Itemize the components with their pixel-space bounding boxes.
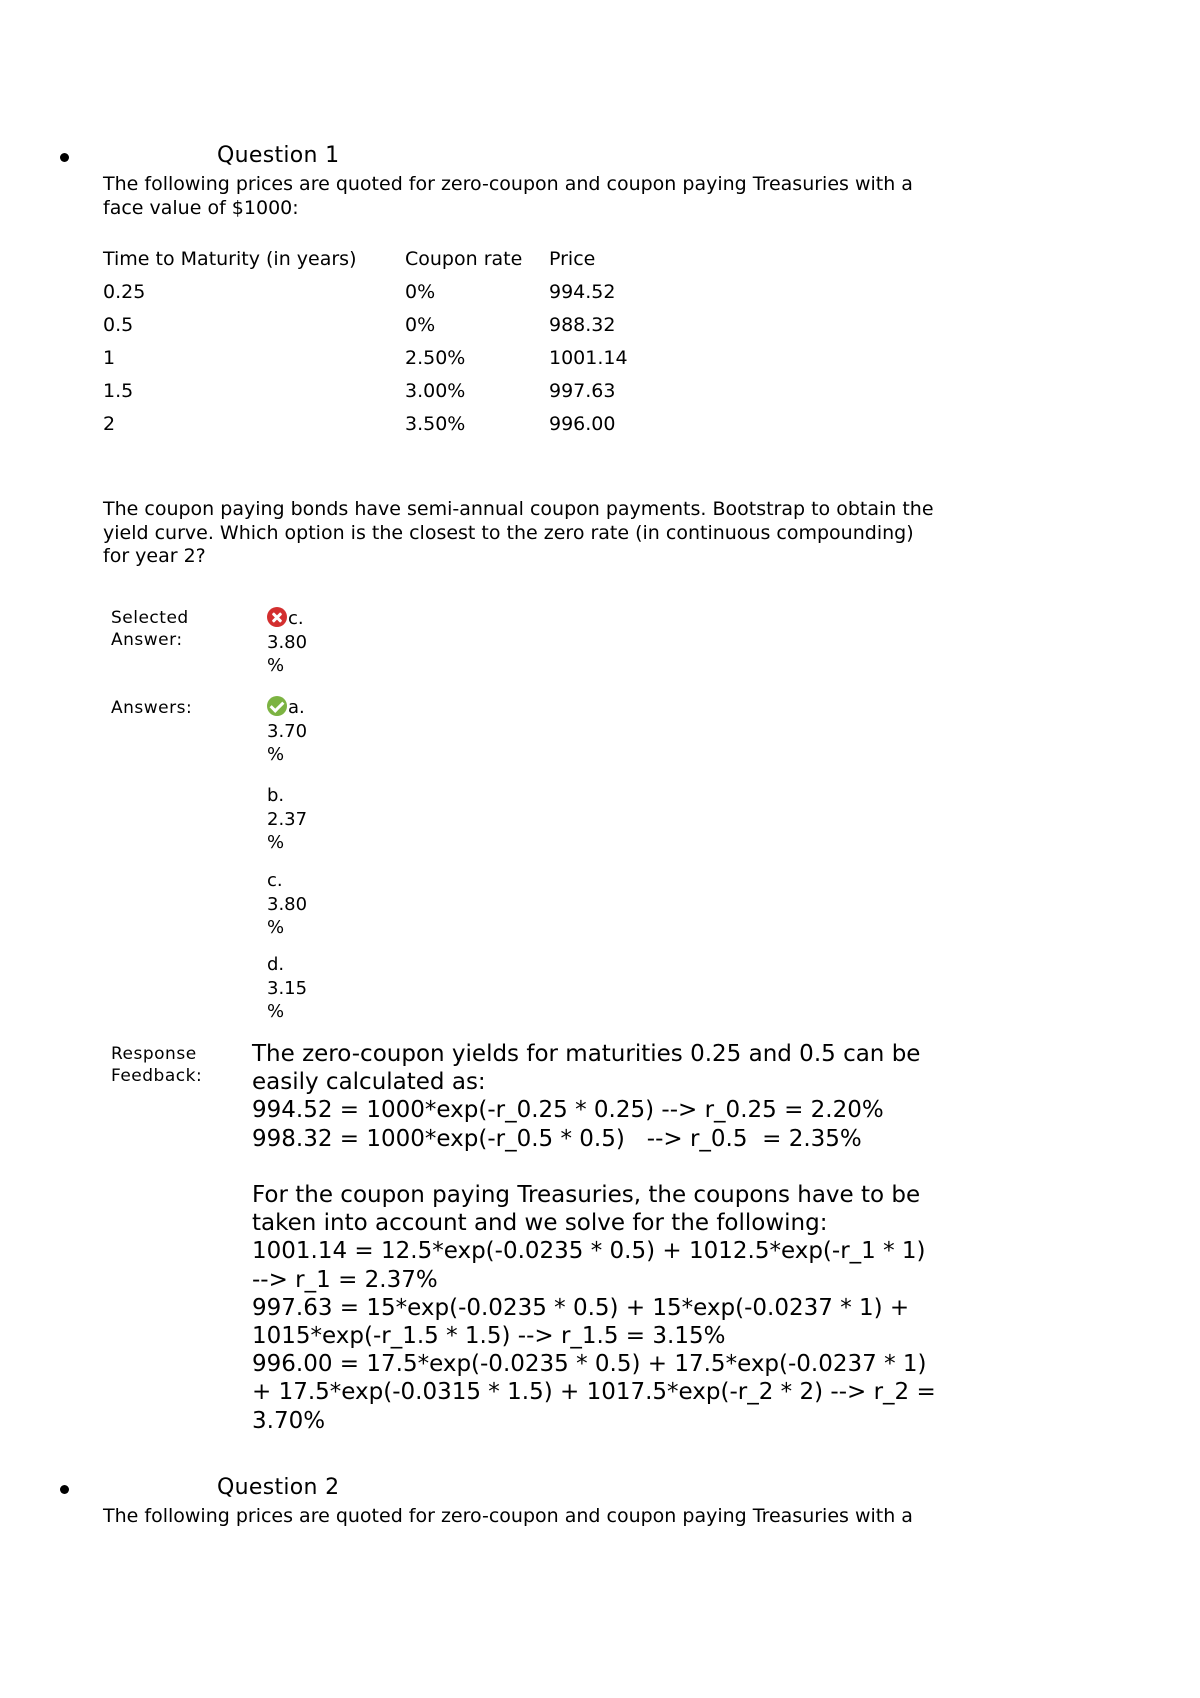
maturity-cell: 1	[103, 347, 116, 369]
answers-label: Answers:	[111, 698, 193, 718]
prompt-line: The coupon paying bonds have semi-annual coupon payments. Bootstrap to obtain the	[103, 498, 934, 520]
answer-option-d	[267, 953, 307, 1024]
coupon-rate-cell: 0%	[405, 314, 436, 336]
maturity-cell: 1.5	[103, 380, 134, 402]
answer-unit: %	[267, 917, 285, 938]
feedback-line: 1015*exp(-r_1.5 * 1.5) --> r_1.5 = 3.15%	[252, 1323, 726, 1350]
price-cell: 1001.14	[549, 347, 628, 369]
question-1-prompt	[103, 498, 1003, 569]
answer-value: 3.70	[267, 720, 308, 742]
question-2-title: Question 2	[217, 1475, 340, 1500]
selected-answer	[267, 607, 307, 678]
correct-check-icon	[267, 696, 287, 716]
prompt-line: yield curve. Which option is the closest to the zero rate (in continuous compounding)	[103, 521, 914, 544]
answer-letter: c.	[267, 870, 283, 891]
feedback-line: 997.63 = 15*exp(-0.0235 * 0.5) + 15*exp(-0.0237 * 1) +	[252, 1294, 910, 1321]
selected-answer-label	[111, 607, 189, 651]
coupon-rate-cell: 0%	[405, 281, 436, 303]
answer-unit: %	[267, 655, 285, 676]
price-cell: 988.32	[549, 314, 616, 336]
answer-letter: c.	[288, 608, 304, 629]
question-1-title: Question 1	[217, 143, 340, 168]
answer-letter: d.	[267, 954, 285, 975]
intro-line: The following prices are quoted for zero-coupon and coupon paying Treasuries with a	[103, 173, 913, 195]
prompt-line: for year 2?	[103, 545, 206, 567]
answer-value: 2.37	[267, 808, 308, 830]
response-feedback-label	[111, 1043, 202, 1087]
intro-line: The following prices are quoted for zero-coupon and coupon paying Treasuries with a	[103, 1505, 913, 1527]
feedback-line: 998.32 = 1000*exp(-r_0.5 * 0.5) --> r_0.5 = 2.35%	[252, 1125, 862, 1152]
coupon-rate-cell: 2.50%	[405, 347, 466, 369]
label-line: Response	[111, 1044, 197, 1064]
list-bullet	[60, 1485, 69, 1494]
list-bullet	[60, 153, 69, 162]
maturity-cell: 2	[103, 413, 116, 435]
feedback-line: + 17.5*exp(-0.0315 * 1.5) + 1017.5*exp(-r_2 * 2) --> r_2 =	[252, 1379, 936, 1406]
intro-line: face value of $1000:	[103, 196, 299, 219]
response-feedback	[252, 1040, 992, 1435]
question-1-intro	[103, 173, 1003, 220]
feedback-line: easily calculated as:	[252, 1069, 486, 1096]
column-header-price: Price	[549, 248, 596, 270]
incorrect-x-icon	[267, 607, 287, 627]
answer-option-c	[267, 869, 307, 940]
answer-letter: a.	[288, 697, 305, 718]
answer-value: 3.80	[267, 893, 308, 915]
label-line: Feedback:	[111, 1066, 203, 1086]
feedback-line: --> r_1 = 2.37%	[252, 1266, 438, 1293]
answer-value: 3.15	[267, 977, 308, 999]
question-2-intro	[103, 1505, 1003, 1529]
feedback-line: The zero-coupon yields for maturities 0.25 and 0.5 can be	[252, 1041, 921, 1067]
feedback-line: 996.00 = 17.5*exp(-0.0235 * 0.5) + 17.5*exp(-0.0237 * 1)	[252, 1351, 927, 1378]
maturity-cell: 0.25	[103, 281, 146, 303]
answer-option-b	[267, 784, 307, 855]
answer-unit: %	[267, 832, 285, 853]
label-line: Answer:	[111, 630, 183, 650]
column-header-coupon-rate: Coupon rate	[405, 248, 523, 270]
coupon-rate-cell: 3.00%	[405, 380, 466, 402]
feedback-line	[252, 1153, 992, 1181]
feedback-line: 3.70%	[252, 1407, 326, 1434]
price-cell: 997.63	[549, 380, 616, 402]
price-cell: 996.00	[549, 413, 616, 435]
answer-unit: %	[267, 744, 285, 765]
maturity-cell: 0.5	[103, 314, 134, 336]
answer-value: 3.80	[267, 631, 308, 653]
column-header-maturity: Time to Maturity (in years)	[103, 248, 357, 270]
answer-letter: b.	[267, 785, 285, 806]
answer-option-a	[267, 696, 307, 767]
feedback-line: For the coupon paying Treasuries, the coupons have to be	[252, 1182, 921, 1209]
feedback-line: taken into account and we solve for the following:	[252, 1210, 828, 1237]
feedback-line: 1001.14 = 12.5*exp(-0.0235 * 0.5) + 1012.5*exp(-r_1 * 1)	[252, 1238, 926, 1265]
coupon-rate-cell: 3.50%	[405, 413, 466, 435]
answer-unit: %	[267, 1001, 285, 1022]
price-cell: 994.52	[549, 281, 616, 303]
feedback-line: 994.52 = 1000*exp(-r_0.25 * 0.25) --> r_0.25 = 2.20%	[252, 1097, 884, 1124]
label-line: Selected	[111, 608, 189, 628]
